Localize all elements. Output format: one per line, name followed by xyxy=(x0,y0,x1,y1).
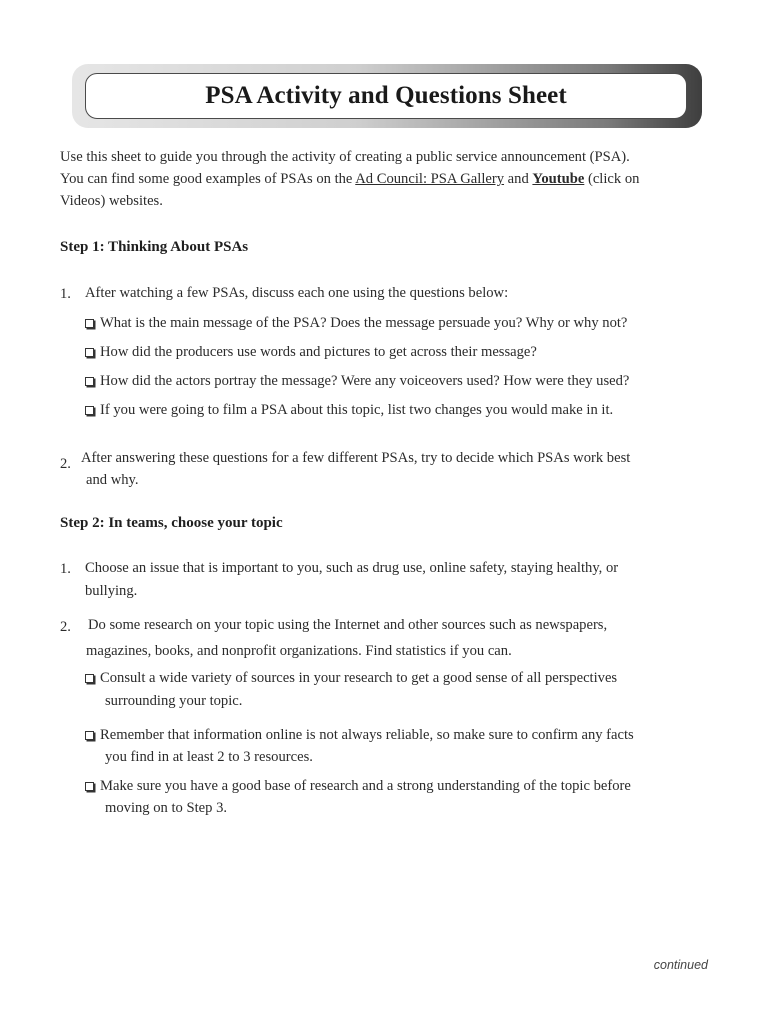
checkbox-icon[interactable] xyxy=(85,319,94,328)
step2-item1-line-1: Choose an issue that is important to you, such as drug use, online safety, staying healthy, or xyxy=(85,560,619,576)
tip-text: Remember that information online is not always reliable, so make sure to confirm any facts xyxy=(100,727,634,743)
intro-line-1: Use this sheet to guide you through the activity of creating a public service announcement (PSA). xyxy=(60,149,630,165)
ad-council-link[interactable]: Ad Council: PSA Gallery xyxy=(355,171,505,187)
tip-item xyxy=(85,724,634,746)
question-text: How did the actors portray the message? Were any voiceovers used? How were they used? xyxy=(100,373,630,389)
step1-item1-text: After watching a few PSAs, discuss each one using the questions below: xyxy=(85,285,509,301)
step2-item1-line-2: bullying. xyxy=(85,583,138,599)
intro-line-2 xyxy=(60,168,639,190)
tip-item-continued: moving on to Step 3. xyxy=(105,800,228,816)
tip-item xyxy=(85,775,631,797)
step1-heading: Step 1: Thinking About PSAs xyxy=(60,239,249,255)
tip-item xyxy=(85,667,617,689)
question-text: If you were going to film a PSA about this topic, list two changes you would make in it. xyxy=(100,402,614,418)
checkbox-icon[interactable] xyxy=(85,406,94,415)
title-banner xyxy=(85,73,687,119)
step2-item2-number: 2. xyxy=(60,619,71,635)
question-text: What is the main message of the PSA? Does the message persuade you? Why or why not? xyxy=(100,315,628,331)
checkbox-icon[interactable] xyxy=(85,377,94,386)
tip-text: Make sure you have a good base of research and a strong understanding of the topic before xyxy=(100,778,631,794)
step1-item2-line-2: and why. xyxy=(86,472,139,488)
step2-item2-line-1: Do some research on your topic using the Internet and other sources such as newspapers, xyxy=(88,617,608,633)
intro-line-3: Videos) websites. xyxy=(60,193,163,209)
tip-item-continued: you find in at least 2 to 3 resources. xyxy=(105,749,313,765)
youtube-link[interactable]: Youtube xyxy=(532,171,585,187)
tip-text: Consult a wide variety of sources in your research to get a good sense of all perspectives xyxy=(100,670,618,686)
step1-item2-line-1: After answering these questions for a few different PSAs, try to decide which PSAs work best xyxy=(81,450,631,466)
checkbox-icon[interactable] xyxy=(85,782,94,791)
tip-item-continued: surrounding your topic. xyxy=(105,693,243,709)
checkbox-icon[interactable] xyxy=(85,674,94,683)
intro-text: You can find some good examples of PSAs on the xyxy=(60,171,356,187)
question-item xyxy=(85,312,627,334)
intro-text: and xyxy=(504,171,533,187)
step1-item2-number: 2. xyxy=(60,456,71,472)
page-title: PSA Activity and Questions Sheet xyxy=(205,82,567,109)
question-text: How did the producers use words and pictures to get across their message? xyxy=(100,344,537,360)
intro-text: (click on xyxy=(584,171,640,187)
question-item xyxy=(85,341,537,363)
step2-heading: Step 2: In teams, choose your topic xyxy=(60,515,283,531)
step1-item1-number: 1. xyxy=(60,286,71,302)
checkbox-icon[interactable] xyxy=(85,348,94,357)
question-item xyxy=(85,370,629,392)
question-item xyxy=(85,399,613,421)
continued-label: continued xyxy=(653,958,708,972)
step2-item1-number: 1. xyxy=(60,561,71,577)
checkbox-icon[interactable] xyxy=(85,731,94,740)
step2-item2-line-2: magazines, books, and nonprofit organizations. Find statistics if you can. xyxy=(86,643,512,659)
